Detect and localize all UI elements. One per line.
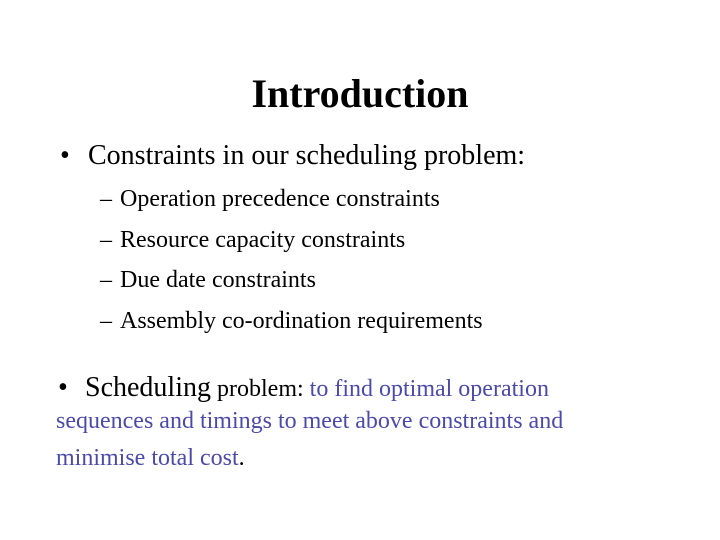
definition-line-3 — [56, 445, 245, 472]
list-item — [100, 303, 483, 344]
list-item-text: Due date constraints — [120, 267, 316, 293]
bullet-constraints — [60, 140, 525, 172]
bullet-marker: • — [58, 372, 68, 403]
scheduling-term: Scheduling — [85, 372, 211, 403]
list-item-text: Assembly co-ordination requirements — [120, 307, 483, 334]
bullet-text: Constraints in our scheduling problem: — [88, 140, 526, 171]
list-item-text: Operation precedence constraints — [120, 186, 440, 212]
problem-label: problem: — [211, 376, 304, 402]
list-item — [100, 222, 483, 263]
list-item — [100, 262, 483, 303]
bullet-marker: • — [60, 140, 70, 171]
definition-text: to find optimal operation — [303, 376, 549, 402]
list-item — [100, 181, 483, 222]
constraints-list — [100, 181, 483, 343]
sub-bullet-marker: – — [100, 267, 112, 293]
definition-line-2: sequences and timings to meet above constraints and — [56, 408, 564, 434]
list-item-text: Resource capacity constraints — [120, 226, 406, 253]
definition-line-3-text: minimise total cost — [56, 445, 239, 471]
sub-bullet-marker: – — [100, 226, 112, 253]
slide-title: Introduction — [251, 71, 469, 116]
definition-period: . — [238, 445, 245, 471]
bullet-scheduling-definition — [58, 372, 549, 404]
sub-bullet-marker: – — [100, 307, 112, 334]
sub-bullet-marker: – — [100, 186, 112, 212]
